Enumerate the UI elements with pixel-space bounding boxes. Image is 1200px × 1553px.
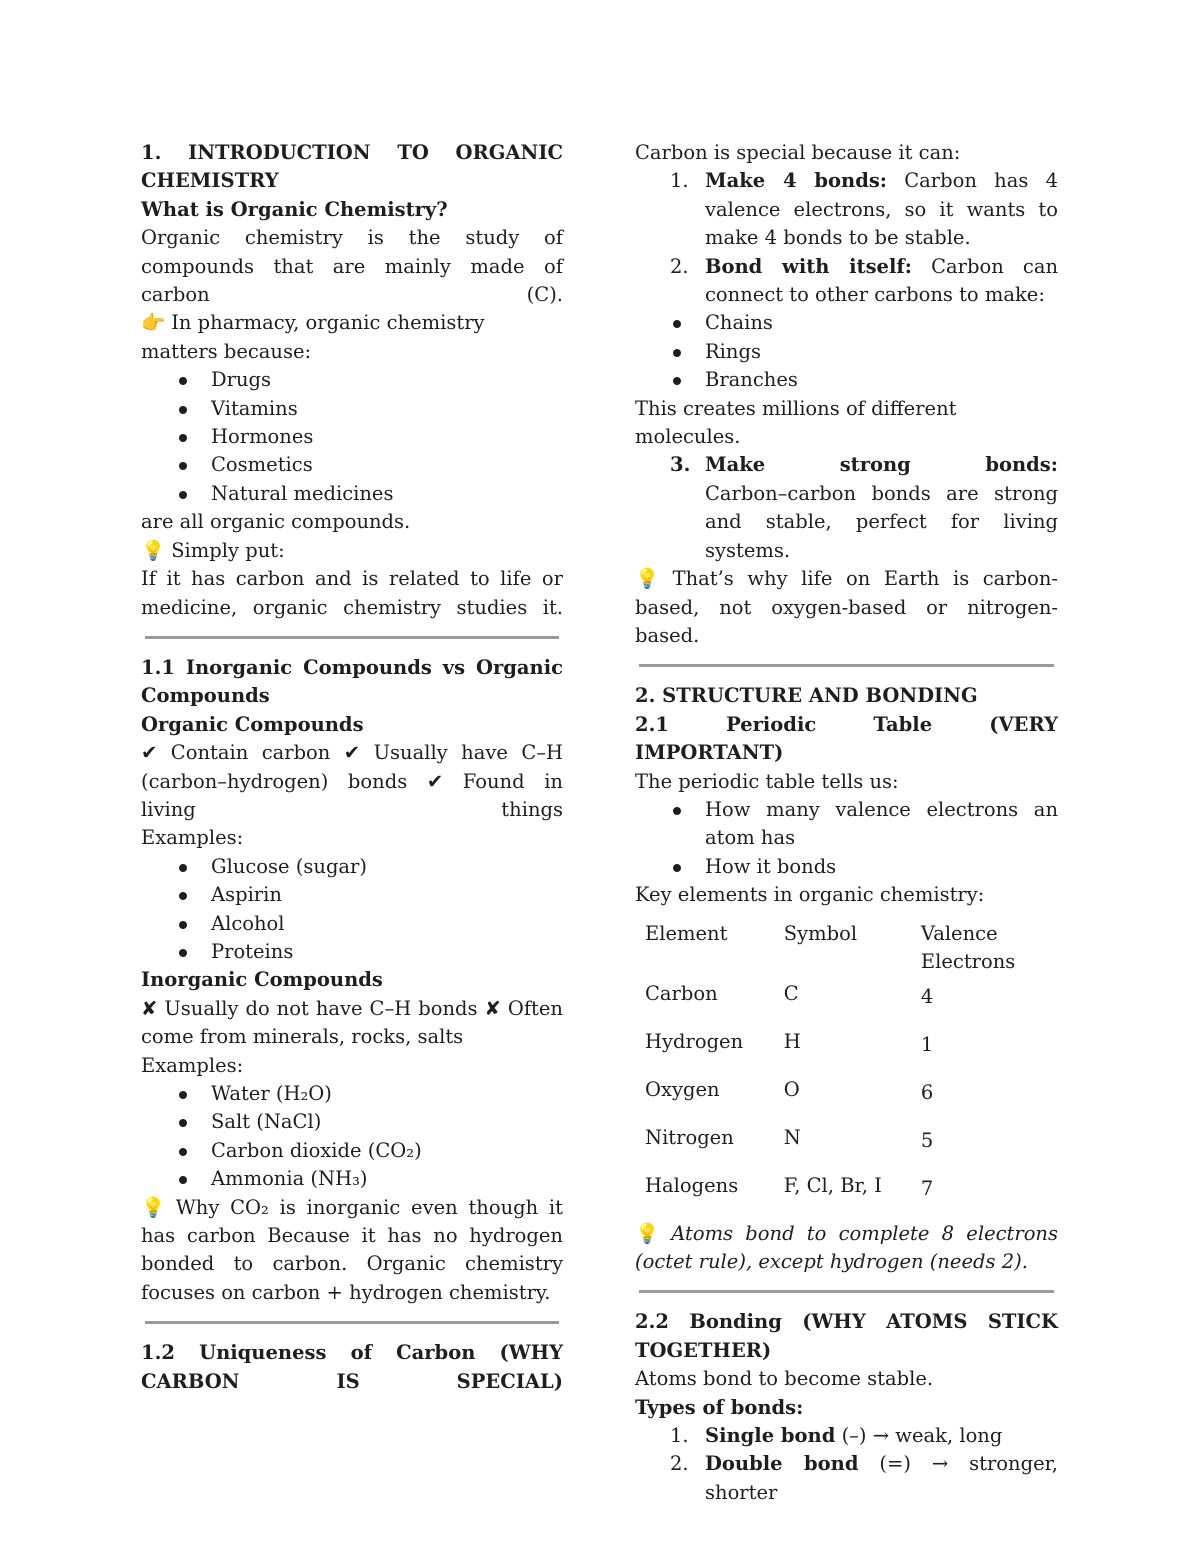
pharmacy-text: In pharmacy, organic chemistry matters because: bbox=[141, 311, 485, 363]
list-number: 1. bbox=[670, 1424, 689, 1447]
table-cell: Oxygen bbox=[645, 1077, 720, 1101]
horizontal-divider bbox=[145, 636, 559, 639]
key-elements-label: Key elements in organic chemistry: bbox=[635, 883, 985, 907]
octet-text: Atoms bond to complete 8 electrons (octet rule), except hydrogen (needs 2). bbox=[635, 1221, 1058, 1273]
horizontal-divider bbox=[639, 1290, 1054, 1293]
why-co2-paragraph bbox=[141, 1194, 563, 1308]
table-row bbox=[637, 1172, 1058, 1220]
horizontal-divider bbox=[639, 664, 1054, 667]
table-header-cell: Valence Electrons bbox=[920, 921, 1016, 973]
subheading-inorganic-compounds: Inorganic Compounds bbox=[141, 968, 383, 992]
millions-text: This creates millions of different molecules. bbox=[635, 396, 957, 449]
list-item: Hormones bbox=[141, 423, 563, 451]
simply-put-label: Simply put: bbox=[171, 538, 285, 562]
section-heading-2-1: 2.1 Periodic Table (VERY IMPORTANT) bbox=[635, 712, 1058, 765]
carbon-abilities-list bbox=[635, 167, 1058, 309]
inorganic-examples-list bbox=[141, 1080, 563, 1194]
item-title: Single bond bbox=[705, 1424, 836, 1447]
organic-examples-list bbox=[141, 853, 563, 967]
table-cell: N bbox=[783, 1125, 801, 1149]
list-item: Branches bbox=[635, 366, 1058, 394]
item-text: (=) → stronger, shorter bbox=[705, 1452, 1058, 1504]
definition-paragraph: Organic chemistry is the study of compounds that are mainly made of carbon (C). bbox=[141, 226, 563, 307]
subheading-what-is: What is Organic Chemistry? bbox=[141, 197, 448, 221]
list-item: Natural medicines bbox=[141, 480, 563, 508]
elements-table bbox=[637, 920, 1058, 1220]
bond-intro: Atoms bond to become stable. bbox=[635, 1367, 934, 1391]
periodic-list bbox=[635, 796, 1058, 881]
inorganic-properties: ✘ Usually do not have C–H bonds ✘ Often come from minerals, rocks, salts bbox=[141, 996, 563, 1049]
section-heading-2: 2. STRUCTURE AND BONDING bbox=[635, 684, 978, 708]
table-cell: Hydrogen bbox=[645, 1029, 744, 1053]
list-item: Aspirin bbox=[141, 881, 563, 909]
table-cell: 4 bbox=[920, 984, 934, 1008]
horizontal-divider bbox=[145, 1321, 559, 1324]
list-item: Rings bbox=[635, 338, 1058, 366]
lightbulb-icon: 💡 bbox=[141, 538, 166, 562]
list-item bbox=[635, 253, 1058, 310]
list-number: 1. bbox=[670, 169, 689, 193]
list-item bbox=[635, 1422, 1058, 1450]
list-item bbox=[635, 451, 1058, 565]
octet-note bbox=[635, 1220, 1058, 1277]
table-cell: H bbox=[783, 1029, 801, 1053]
table-header-row bbox=[637, 920, 1058, 980]
item-text: (–) → weak, long bbox=[841, 1424, 1003, 1447]
special-intro: Carbon is special because it can: bbox=[635, 141, 961, 164]
item-title: Make 4 bonds: bbox=[705, 169, 888, 193]
bond-types-list bbox=[635, 1422, 1058, 1507]
list-item: Glucose (sugar) bbox=[141, 853, 563, 881]
simply-put-line bbox=[141, 537, 563, 565]
simply-put-text: If it has carbon and is related to life or medicine, organic chemistry studies it. bbox=[141, 567, 563, 619]
organic-properties: ✔ Contain carbon ✔ Usually have C–H (carbon–hydrogen) bonds ✔ Found in living things bbox=[141, 741, 563, 821]
section-heading-1-1: 1.1 Inorganic Compounds vs Organic Compounds bbox=[141, 655, 563, 708]
list-item: Proteins bbox=[141, 938, 563, 966]
list-item: How many valence electrons an atom has bbox=[635, 796, 1058, 853]
list-item: Alcohol bbox=[141, 910, 563, 938]
item-title: Bond with itself: bbox=[705, 254, 912, 278]
table-cell: 1 bbox=[920, 1032, 934, 1056]
table-cell: Nitrogen bbox=[645, 1125, 734, 1149]
list-number: 2. bbox=[670, 254, 689, 278]
table-cell: 6 bbox=[920, 1080, 934, 1104]
section-heading-1-2: 1.2 Uniqueness of Carbon (WHY CARBON IS SPECIAL) bbox=[141, 1341, 563, 1393]
table-cell: Carbon bbox=[645, 981, 718, 1005]
list-item: Salt (NaCl) bbox=[141, 1108, 563, 1136]
table-row bbox=[637, 1124, 1058, 1172]
table-cell: F, Cl, Br, I bbox=[783, 1173, 882, 1197]
life-paragraph bbox=[635, 565, 1058, 650]
table-cell: C bbox=[783, 981, 799, 1005]
list-item: Ammonia (NH₃) bbox=[141, 1165, 563, 1193]
section-heading-intro: 1. INTRODUCTION TO ORGANIC CHEMISTRY bbox=[141, 141, 563, 193]
list-number: 3. bbox=[670, 453, 691, 477]
table-cell: 5 bbox=[920, 1128, 934, 1152]
list-item bbox=[635, 1450, 1058, 1507]
table-cell: 7 bbox=[920, 1176, 934, 1200]
table-row bbox=[637, 980, 1058, 1028]
subheading-organic-compounds: Organic Compounds bbox=[141, 712, 364, 736]
item-title: Make strong bonds: bbox=[705, 453, 1058, 477]
pharmacy-list bbox=[141, 366, 563, 508]
list-item: Drugs bbox=[141, 366, 563, 394]
life-text: That’s why life on Earth is carbon-based, not oxygen-based or nitrogen-based. bbox=[635, 567, 1058, 647]
pointing-hand-icon: 👉 bbox=[141, 311, 166, 335]
item-text: Carbon has 4 valence electrons, so it wants to make 4 bonds to be stable. bbox=[705, 169, 1058, 250]
table-cell: Halogens bbox=[645, 1173, 739, 1197]
lightbulb-icon: 💡 bbox=[635, 1221, 660, 1245]
carbon-structures-list bbox=[635, 309, 1058, 394]
item-text: Carbon–carbon bonds are strong and stable, perfect for living systems. bbox=[705, 481, 1058, 562]
inorganic-examples-label: Examples: bbox=[141, 1053, 244, 1077]
why-co2-text: Why CO₂ is inorganic even though it has carbon Because it has no hydrogen bonded to carbon. Organic chemistry focuses on carbon + hydrogen chemistry. bbox=[141, 1195, 564, 1304]
table-row bbox=[637, 1028, 1058, 1076]
table-header-cell: Symbol bbox=[783, 921, 858, 945]
organic-examples-label: Examples: bbox=[141, 826, 244, 850]
list-item: Water (H₂O) bbox=[141, 1080, 563, 1108]
right-column bbox=[635, 139, 1058, 1507]
carbon-abilities-list-cont bbox=[635, 451, 1058, 565]
list-item: Cosmetics bbox=[141, 451, 563, 479]
table-header-cell: Element bbox=[645, 921, 728, 945]
lightbulb-icon: 💡 bbox=[141, 1195, 166, 1219]
list-item: How it bonds bbox=[635, 853, 1058, 881]
item-title: Double bond bbox=[705, 1452, 859, 1476]
periodic-intro: The periodic table tells us: bbox=[635, 769, 899, 793]
list-item: Vitamins bbox=[141, 395, 563, 423]
lightbulb-icon: 💡 bbox=[635, 567, 660, 591]
types-of-bonds-label: Types of bonds: bbox=[635, 1395, 804, 1419]
pharmacy-paragraph bbox=[141, 309, 563, 366]
left-column bbox=[141, 139, 563, 1396]
list-item: Carbon dioxide (CO₂) bbox=[141, 1137, 563, 1165]
list-number: 2. bbox=[670, 1452, 689, 1476]
table-row bbox=[637, 1076, 1058, 1124]
section-heading-2-2: 2.2 Bonding (WHY ATOMS STICK TOGETHER) bbox=[635, 1310, 1058, 1362]
list-item: Chains bbox=[635, 309, 1058, 337]
item-text: Carbon can connect to other carbons to make: bbox=[705, 254, 1059, 307]
list-item bbox=[635, 167, 1058, 252]
table-cell: O bbox=[783, 1077, 800, 1101]
pharmacy-after-text: are all organic compounds. bbox=[141, 510, 411, 534]
